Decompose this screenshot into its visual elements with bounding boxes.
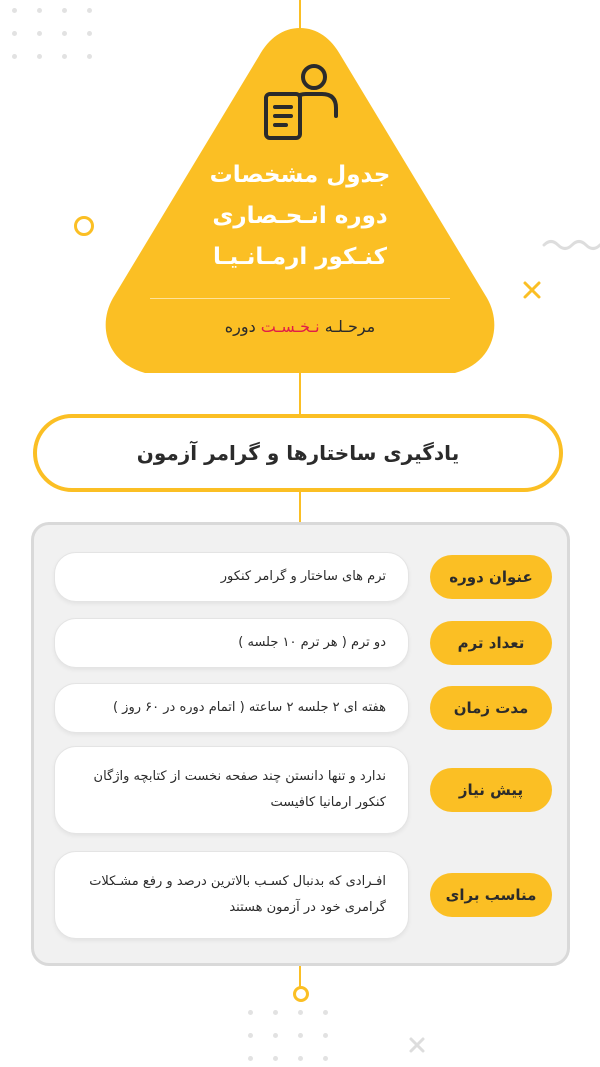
spec-label: مناسب برای (430, 873, 552, 917)
spec-label: مدت زمان (430, 686, 552, 730)
spec-value: دو ترم ( هر ترم ۱۰ جلسه ) (54, 618, 409, 668)
hero-subtitle-accent: نـخـسـت (260, 317, 320, 336)
spec-value: ترم های ساختار و گرامر کنکور (54, 552, 409, 602)
decorative-plus-icon (521, 279, 543, 301)
course-title-banner (33, 414, 563, 492)
spec-row (54, 552, 552, 602)
spec-value: افـرادی که بدنبال کسـب بالاترین درصد و رفع مشـکلات گرامری خود در آزمون هستند (54, 851, 409, 939)
spec-row (54, 683, 552, 733)
decorative-plus-gray-icon (407, 1035, 427, 1055)
hero-subtitle-prefix: مرحـلـه (319, 317, 376, 336)
hero-title (120, 155, 480, 278)
hero-divider (150, 298, 450, 299)
hero-title-line: کنـکور ارمـانـیـا (213, 244, 387, 270)
decorative-dots-bottom (248, 1010, 328, 1061)
course-title: یادگیری ساختارها و گرامر آزمون (136, 441, 460, 465)
connector-line (299, 490, 301, 524)
decorative-ring-left (74, 216, 94, 236)
hero-title-line: جدول مشخصات (209, 162, 391, 188)
hero-content (120, 60, 480, 336)
spec-value: هفته ای ۲ جلسه ۲ ساعته ( اتمام دوره در ۶۰ روز ) (54, 683, 409, 733)
spec-value: ندارد و تنها دانستن چند صفحه نخست از کتابچه واژگان کنکور ارمانیا کافیست (54, 746, 409, 834)
spec-label: عنوان دوره (430, 555, 552, 599)
spec-label: تعداد ترم (430, 621, 552, 665)
spec-row (54, 851, 552, 939)
decorative-wave-icon (542, 236, 600, 254)
spec-row (54, 618, 552, 668)
hero-title-line: دوره انـحـصاری (212, 203, 388, 229)
specs-panel (31, 522, 570, 966)
hero-subtitle (120, 317, 480, 336)
connector-line (299, 964, 301, 988)
spec-row (54, 746, 552, 834)
decorative-dots-top (12, 8, 92, 59)
spec-label: پیش نیاز (430, 768, 552, 812)
decorative-ring-bottom (293, 986, 309, 1002)
hero-subtitle-suffix: دوره (224, 317, 261, 336)
